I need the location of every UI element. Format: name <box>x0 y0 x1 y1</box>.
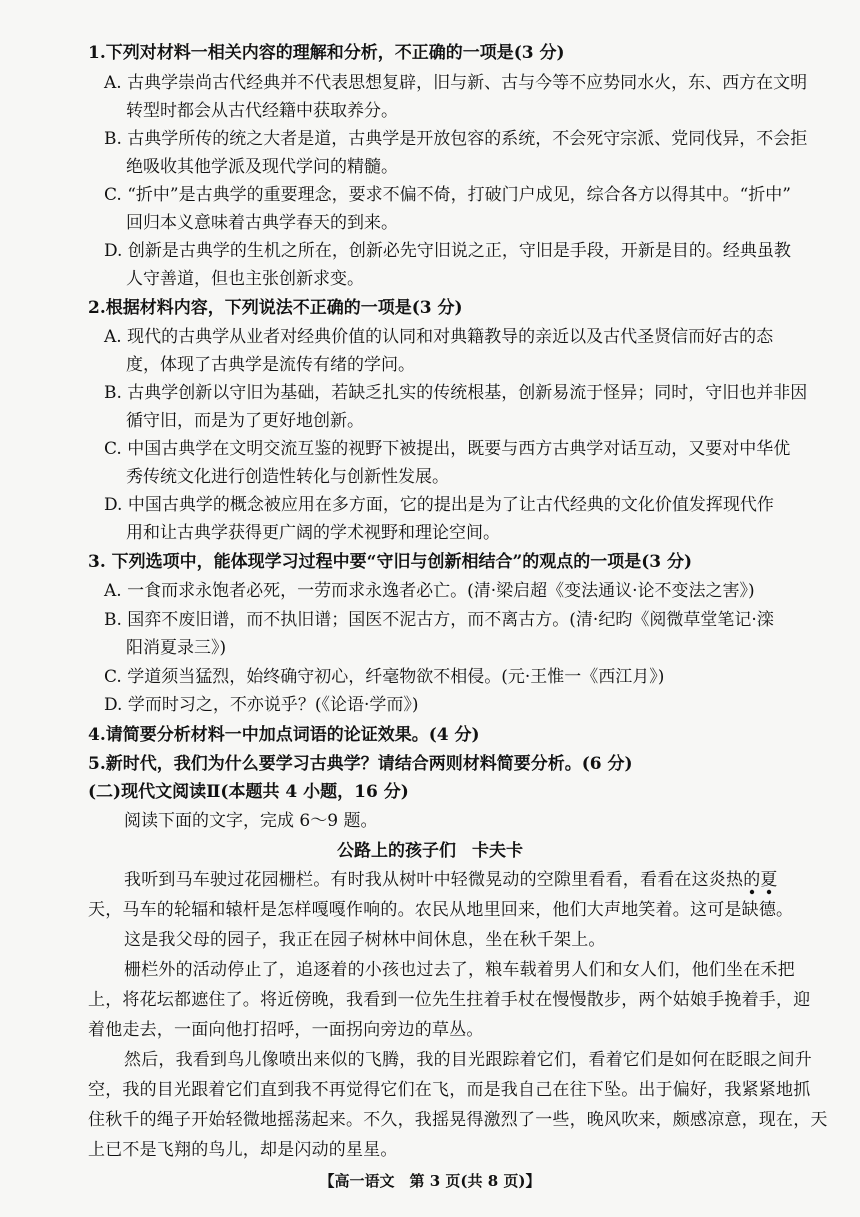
paragraph-4-line-4: 上已不是飞翔的鸟儿，却是闪动的星星。 <box>88 1140 398 1160</box>
emphasis-dot-icon <box>766 889 772 895</box>
question-2-option-b: B. 古典学创新以守旧为基础，若缺乏扎实的传统根基，创新易流于怪异；同时，守旧也并非因 <box>104 383 808 403</box>
question-1-option-d: D. 创新是古典学的生机之所在，创新必先守旧说之正，守旧是手段，开新是目的。经典虽教 <box>104 241 791 261</box>
emphasized-char-2 <box>759 895 776 920</box>
paragraph-1-line-2 <box>88 895 793 920</box>
question-2-stem: 2.根据材料内容，下列说法不正确的一项是(3 分) <box>88 298 463 318</box>
question-3-option-c: C. 学道须当猛烈，始终确守初心，纤毫物欲不相侵。(元·王惟一《西江月》) <box>104 667 665 687</box>
paragraph-4-line-1: 然后，我看到鸟儿像喷出来似的飞腾，我的目光跟踪着它们，看着它们是如何在眨眼之间升 <box>124 1050 812 1070</box>
question-2-option-b-cont: 循守旧，而是为了更好地创新。 <box>126 411 364 431</box>
paragraph-3-line-3: 着他走去，一面向他打招呼，一面拐向旁边的草丛。 <box>88 1020 484 1040</box>
question-1-option-d-cont: 人守善道，但也主张创新求变。 <box>126 269 364 289</box>
paragraph-1-line-2-text: 天，马车的轮辐和辕杆是怎样嘎嘎作响的。农民从地里回来，他们大声地笑着。这可是 <box>88 900 742 920</box>
paragraph-1-line-1: 我听到马车驶过花园栅栏。有时我从树叶中轻微晃动的空隙里看看，看看在这炎热的夏 <box>124 870 778 890</box>
paragraph-2: 这是我父母的园子，我正在园子树林中间休息，坐在秋千架上。 <box>124 930 606 950</box>
question-2-option-a-cont: 度，体现了古典学是流传有绪的学问。 <box>126 355 415 375</box>
story-author: 卡夫卡 <box>472 841 523 861</box>
question-5: 5.新时代，我们为什么要学习古典学？请结合两则材料简要分析。(6 分) <box>88 754 633 774</box>
question-3-stem: 3. 下列选项中，能体现学习过程中要“守旧与创新相结合”的观点的一项是(3 分) <box>88 552 693 572</box>
question-2-option-c-cont: 秀传统文化进行创造性转化与创新性发展。 <box>126 467 449 487</box>
question-2-option-a: A. 现代的古典学从业者对经典价值的认同和对典籍教导的亲近以及古代圣贤信而好古的态 <box>104 327 774 347</box>
paragraph-3-line-1: 栅栏外的活动停止了，追逐着的小孩也过去了，粮车载着男人们和女人们，他们坐在禾把 <box>124 960 795 980</box>
emphasis-dot-icon <box>749 889 755 895</box>
paragraph-4-line-2: 空，我的目光跟着它们直到我不再觉得它们在飞，而是我自己在往下坠。出于偏好，我紧紧地抓 <box>88 1080 811 1100</box>
emphasized-char-1 <box>742 895 759 920</box>
section-heading: (二)现代文阅读Ⅱ(本题共 4 小题，16 分) <box>88 782 409 802</box>
question-4: 4.请简要分析材料一中加点词语的论证效果。(4 分) <box>88 725 480 745</box>
page-footer: 【高一语文 第 3 页(共 8 页)】 <box>319 1172 541 1190</box>
question-1-option-a: A. 古典学崇尚古代经典并不代表思想复辟，旧与新、古与今等不应势同水火，东、西方在文明 <box>104 73 808 93</box>
question-3-option-d: D. 学而时习之，不亦说乎？(《论语·学而》) <box>104 695 419 715</box>
emphasized-char-1-text: 缺 <box>741 900 759 920</box>
story-title-line <box>0 836 860 861</box>
paragraph-4-line-3: 住秋千的绳子开始轻微地摇荡起来。不久，我摇晃得激烈了一些，晚风吹来，颇感凉意，现在，天 <box>88 1110 828 1130</box>
question-1-option-b-cont: 绝吸收其他学派及现代学问的精髓。 <box>126 157 398 177</box>
question-1-stem: 1.下列对材料一相关内容的理解和分析，不正确的一项是(3 分) <box>88 43 565 63</box>
emphasized-char-2-text: 德 <box>758 900 777 920</box>
question-2-option-d: D. 中国古典学的概念被应用在多方面，它的提出是为了让古代经典的文化价值发挥现代作 <box>104 495 774 515</box>
paragraph-1-end-punct: 。 <box>776 900 794 920</box>
reading-instruction: 阅读下面的文字，完成 6～9 题。 <box>124 811 378 831</box>
question-2-option-c: C. 中国古典学在文明交流互鉴的视野下被提出，既要与西方古典学对话互动，又要对中华优 <box>104 439 791 459</box>
question-1-option-a-cont: 转型时都会从古代经籍中获取养分。 <box>126 101 398 121</box>
question-1-option-b: B. 古典学所传的统之大者是道，古典学是开放包容的系统，不会死守宗派、党同伐异，不会拒 <box>104 129 808 149</box>
paragraph-3-line-2: 上，将花坛都遮住了。将近傍晚，我看到一位先生拄着手杖在慢慢散步，两个姑娘手挽着手，迎 <box>88 990 811 1010</box>
question-3-option-b: B. 国弈不废旧谱，而不执旧谱；国医不泥古方，而不离古方。(清·纪昀《阅微草堂笔记·滦 <box>104 610 774 630</box>
question-2-option-d-cont: 用和让古典学获得更广阔的学术视野和理论空间。 <box>126 523 500 543</box>
question-1-option-c: C. “折中”是古典学的重要理念，要求不偏不倚，打破门户成见，综合各方以得其中。“折中” <box>104 185 791 205</box>
question-1-option-c-cont: 回归本义意味着古典学春天的到来。 <box>126 213 398 233</box>
question-3-option-b-cont: 阳消夏录三》) <box>126 638 227 658</box>
question-3-option-a: A. 一食而求永饱者必死，一劳而求永逸者必亡。(清·梁启超《变法通议·论不变法之害》) <box>104 581 755 601</box>
story-title: 公路上的孩子们 <box>337 841 456 861</box>
